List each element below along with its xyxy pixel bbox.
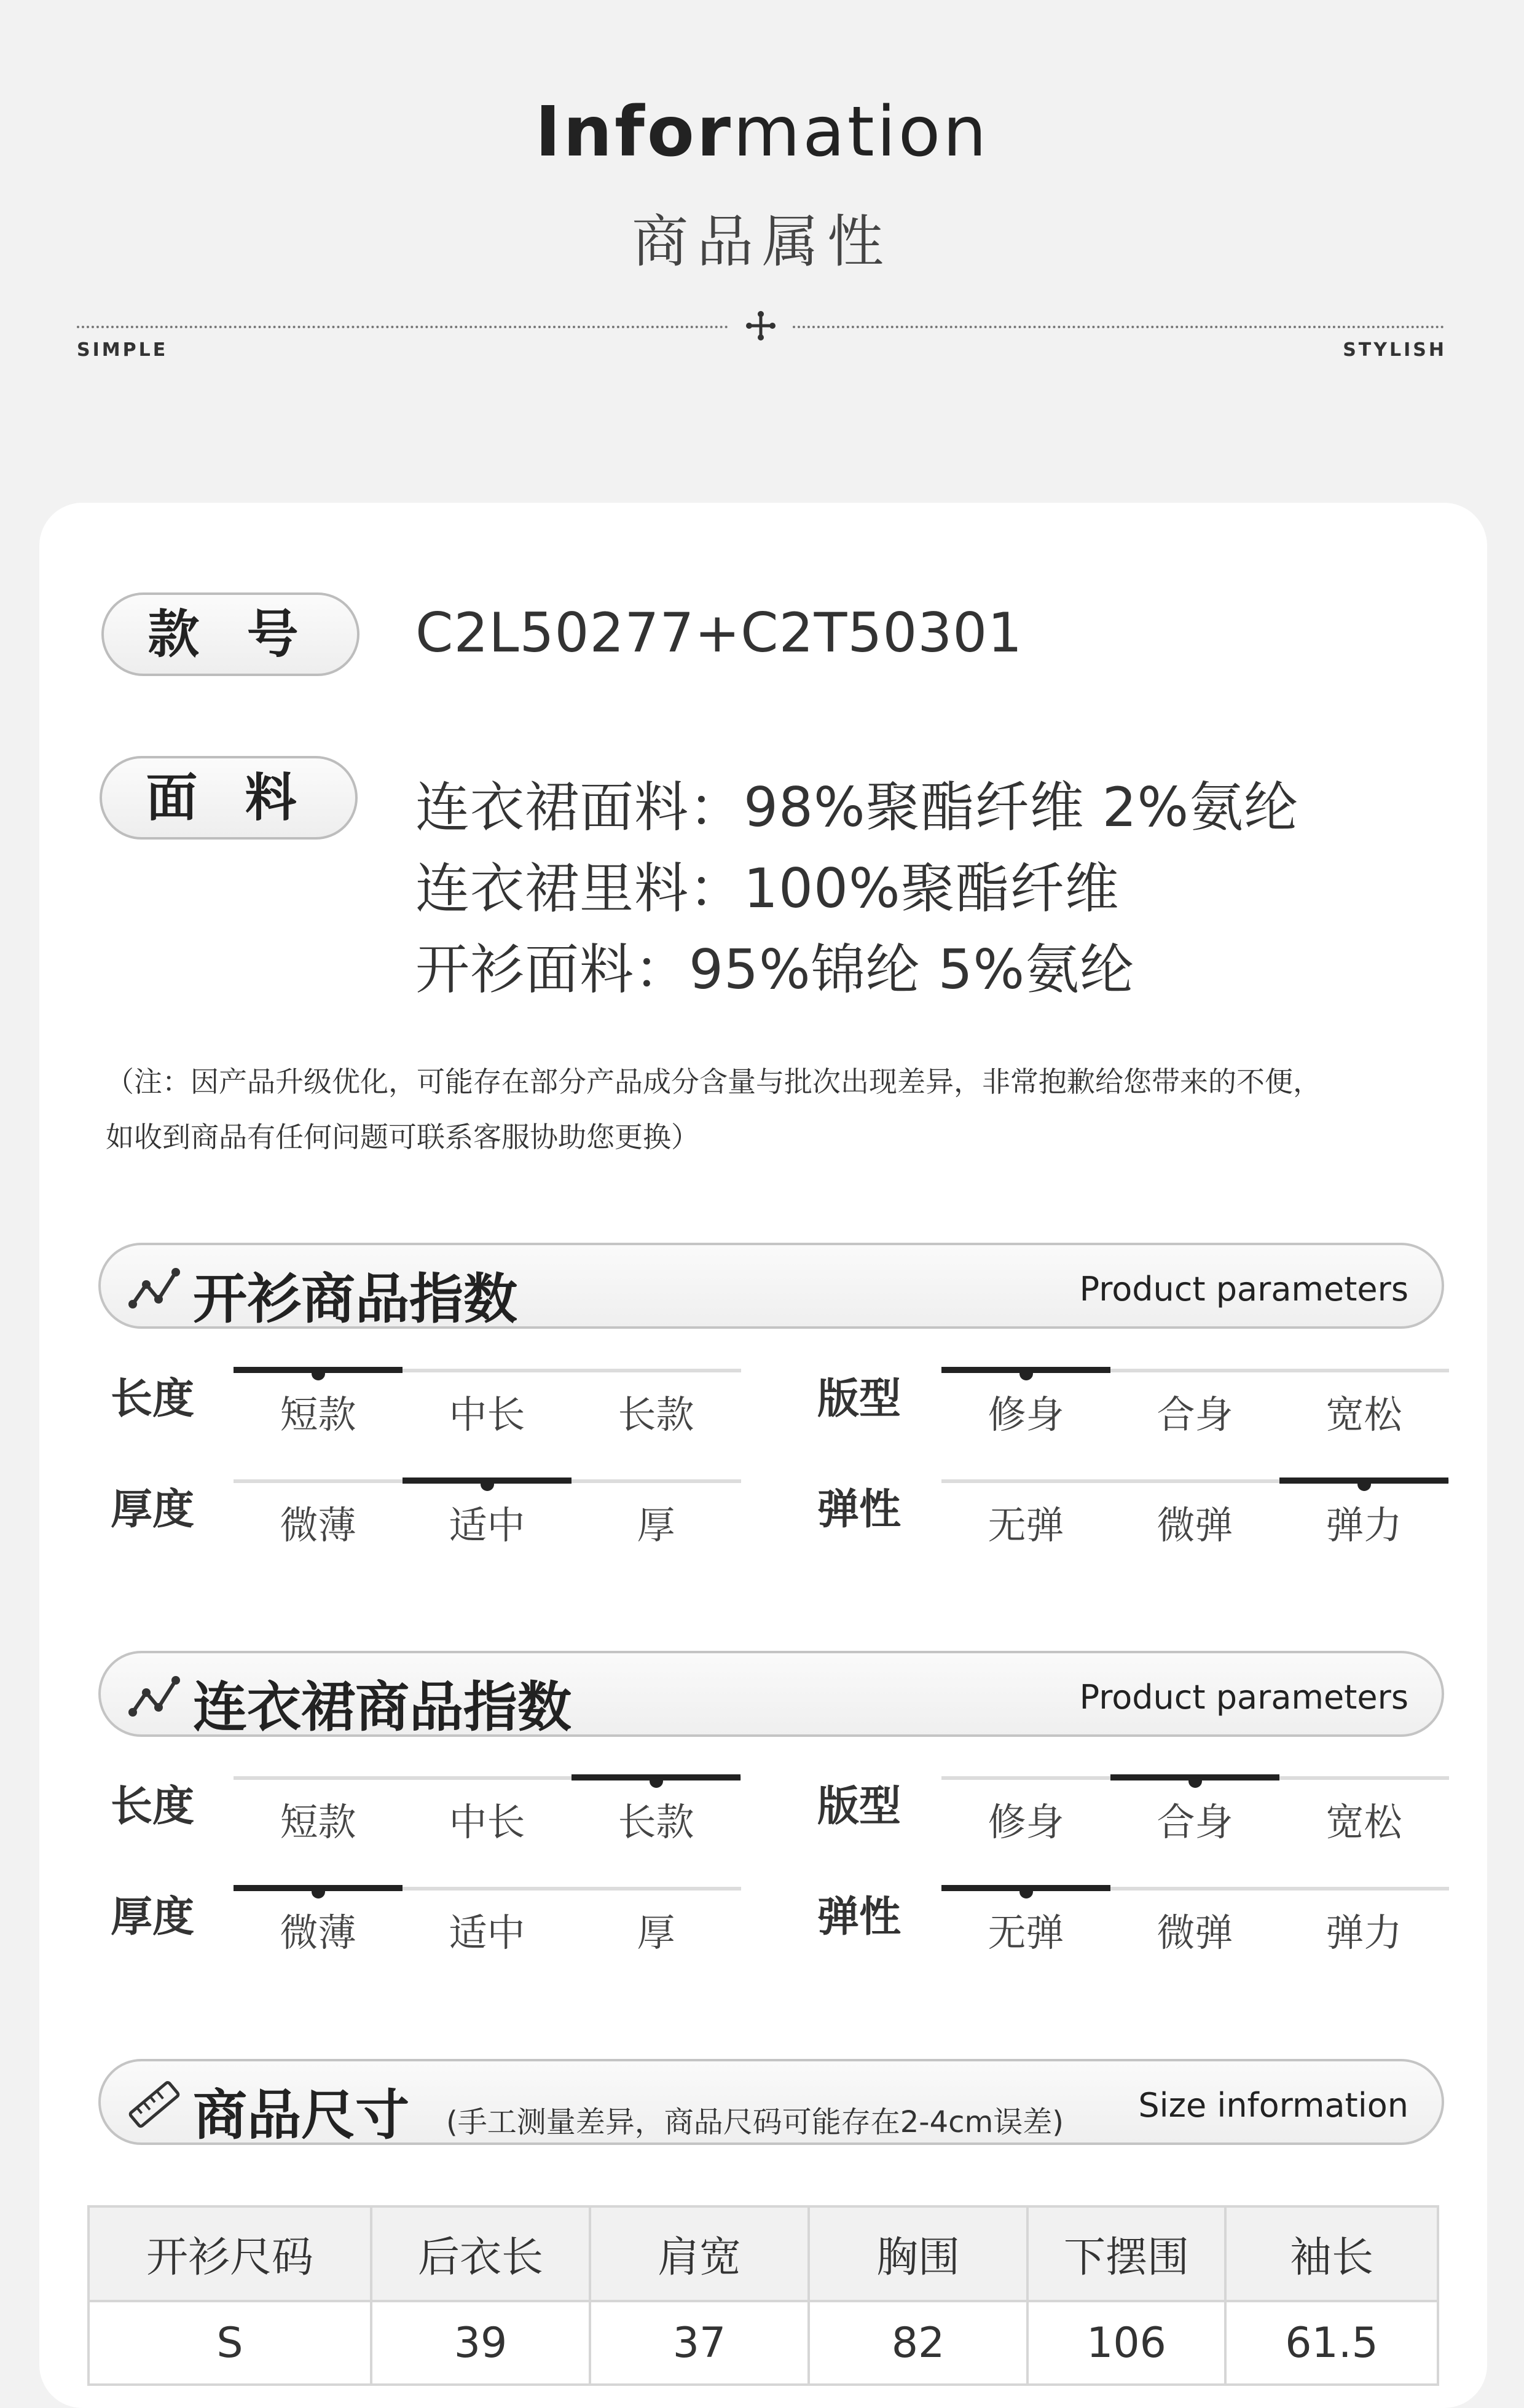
size-info-banner <box>98 2059 1444 2145</box>
section-title: 开衫商品指数 <box>193 1267 518 1331</box>
size-note: (手工测量差异，商品尺码可能存在2-4cm误差) <box>446 2104 1064 2139</box>
title-light: mation <box>733 92 989 172</box>
style-number-value: C2L50277+C2T50301 <box>415 601 1023 664</box>
trend-line-icon <box>128 1264 181 1313</box>
header-cell: 胸围 <box>809 2206 1027 2301</box>
page-title <box>0 92 1524 172</box>
header-cell: 袖长 <box>1225 2206 1438 2301</box>
param-option: 合身 <box>1157 1392 1233 1437</box>
param-label: 厚度 <box>111 1893 195 1942</box>
param-selected-indicator <box>941 1367 1110 1373</box>
param-option: 适中 <box>449 1503 525 1548</box>
param-selected-indicator <box>941 1885 1110 1891</box>
param-track <box>234 1369 741 1372</box>
note-line-1: （注：因产品升级优化，可能存在部分产品成分含量与批次出现差异，非常抱歉给您带来的不便， <box>106 1065 1321 1098</box>
param-option: 微薄 <box>280 1910 356 1955</box>
param-track <box>941 1369 1449 1372</box>
param-option: 厚 <box>637 1503 675 1548</box>
param-option: 适中 <box>449 1910 525 1955</box>
indicator-dot <box>650 1774 663 1788</box>
table-row <box>88 2301 1438 2385</box>
header-cell: 后衣长 <box>371 2206 590 2301</box>
param-track <box>941 1776 1449 1780</box>
title-bold: Infor <box>535 92 734 172</box>
param-selected-indicator <box>403 1477 572 1484</box>
param-track <box>234 1887 741 1891</box>
divider-left <box>77 326 728 328</box>
param-track <box>941 1479 1449 1483</box>
table-cell: 106 <box>1027 2301 1225 2385</box>
param-option: 合身 <box>1157 1800 1233 1844</box>
note-line-2: 如收到商品有任何问题可联系客服协助您更换） <box>106 1120 699 1154</box>
header-cell: 肩宽 <box>590 2206 809 2301</box>
size-table-header <box>88 2206 1438 2301</box>
style-number-pill: 款 号 <box>101 592 359 676</box>
cardigan-index-banner <box>98 1243 1444 1329</box>
size-title <box>193 2072 1064 2150</box>
param-option: 短款 <box>280 1800 356 1844</box>
param-label: 弹性 <box>817 1485 901 1534</box>
table-cell: 39 <box>371 2301 590 2385</box>
param-option: 长款 <box>618 1800 694 1844</box>
param-option: 微弹 <box>1157 1503 1233 1548</box>
param-label: 版型 <box>817 1782 901 1831</box>
param-track <box>234 1479 741 1483</box>
param-selected-indicator <box>234 1885 403 1891</box>
param-option: 弹力 <box>1326 1910 1402 1955</box>
section-subtitle: Product parameters <box>1079 1678 1408 1717</box>
indicator-dot <box>1019 1885 1033 1898</box>
indicator-dot <box>312 1367 325 1380</box>
ruler-icon <box>128 2080 181 2129</box>
param-option: 微薄 <box>280 1503 356 1548</box>
dress-index-banner <box>98 1651 1444 1737</box>
trend-line-icon <box>128 1672 181 1721</box>
header-cell: 下摆围 <box>1027 2206 1225 2301</box>
indicator-dot <box>1357 1477 1371 1491</box>
param-option: 短款 <box>280 1392 356 1437</box>
param-label: 版型 <box>817 1375 901 1423</box>
table-cell: 37 <box>590 2301 809 2385</box>
param-label: 弹性 <box>817 1893 901 1942</box>
param-option: 无弹 <box>988 1503 1064 1548</box>
param-option: 长款 <box>618 1392 694 1437</box>
indicator-dot <box>1188 1774 1202 1788</box>
divider-right <box>793 326 1444 328</box>
indicator-dot <box>481 1477 494 1491</box>
param-option: 弹力 <box>1326 1503 1402 1548</box>
param-option: 中长 <box>449 1392 525 1437</box>
section-subtitle: Product parameters <box>1079 1270 1408 1308</box>
param-option: 厚 <box>637 1910 675 1955</box>
simple-label: SIMPLE <box>77 339 168 361</box>
page-subtitle: 商品属性 <box>631 209 892 275</box>
fabric-line-1: 连衣裙面料：98%聚酯纤维 2%氨纶 <box>415 776 1299 839</box>
param-selected-indicator <box>234 1367 403 1373</box>
stylish-label: STYLISH <box>1343 339 1447 361</box>
param-selected-indicator <box>1279 1477 1448 1484</box>
param-label: 长度 <box>111 1782 195 1831</box>
param-option: 中长 <box>449 1800 525 1844</box>
param-option: 宽松 <box>1326 1800 1402 1844</box>
param-option: 修身 <box>988 1392 1064 1437</box>
indicator-dot <box>312 1885 325 1898</box>
param-selected-indicator <box>1110 1774 1279 1780</box>
header-cell: 开衫尺码 <box>88 2206 371 2301</box>
param-option: 修身 <box>988 1800 1064 1844</box>
section-title: 连衣裙商品指数 <box>193 1675 572 1739</box>
param-option: 微弹 <box>1157 1910 1233 1955</box>
fabric-line-2: 连衣裙里料：100%聚酯纤维 <box>415 857 1120 920</box>
size-subtitle: Size information <box>1138 2086 1408 2125</box>
size-table <box>87 2205 1439 2386</box>
param-track <box>941 1887 1449 1891</box>
fabric-pill: 面 料 <box>100 756 358 840</box>
param-track <box>234 1776 741 1780</box>
fabric-line-3: 开衫面料：95%锦纶 5%氨纶 <box>415 938 1135 1001</box>
move-cross-icon <box>745 310 776 341</box>
param-selected-indicator <box>572 1774 740 1780</box>
param-label: 厚度 <box>111 1485 195 1534</box>
param-option: 无弹 <box>988 1910 1064 1955</box>
table-cell: 82 <box>809 2301 1027 2385</box>
indicator-dot <box>1019 1367 1033 1380</box>
size-title-text: 商品尺寸 <box>193 2083 410 2147</box>
param-option: 宽松 <box>1326 1392 1402 1437</box>
param-label: 长度 <box>111 1375 195 1423</box>
table-cell: 61.5 <box>1225 2301 1438 2385</box>
table-cell: S <box>88 2301 371 2385</box>
